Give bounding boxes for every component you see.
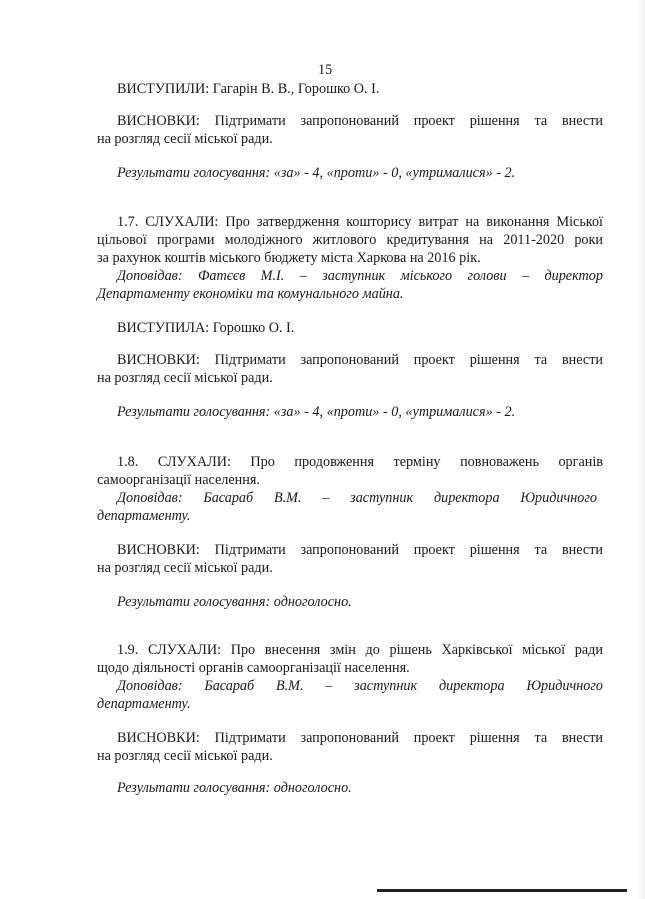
item-1-7-reporter: Доповідав: Фатєєв М.І. – заступник міського голови – директор (117, 268, 603, 284)
item-1-7-heard-cont: цільової програми молодіжного житлового кредитування на 2011-2020 роки (97, 232, 603, 248)
voting-result: Результати голосування: одноголосно. (117, 780, 352, 796)
item-1-7-heard-cont2: за рахунок коштів міського бюджету міста Харкова на 2016 рік. (97, 250, 481, 266)
conclusions-line-cont: на розгляд сесії міської ради. (97, 370, 273, 386)
item-1-7-heard: 1.7. СЛУХАЛИ: Про затвердження кошторису витрат на виконання Міської (117, 214, 603, 230)
page-number: 15 (318, 62, 333, 78)
conclusions-line: ВИСНОВКИ: Підтримати запропонований проект рішення та внести (117, 730, 603, 746)
voting-result: Результати голосування: одноголосно. (117, 594, 352, 610)
item-1-8-heard-cont: самоорганізації населення. (97, 472, 260, 488)
item-1-7-reporter-cont: Департаменту економіки та комунального майна. (97, 286, 404, 302)
voting-result: Результати голосування: «за» - 4, «проти» - 0, «утрималися» - 2. (117, 165, 516, 181)
conclusions-line: ВИСНОВКИ: Підтримати запропонований проект рішення та внести (117, 352, 603, 368)
conclusions-line-cont: на розгляд сесії міської ради. (97, 131, 273, 147)
item-1-9-reporter-cont: департаменту. (97, 696, 191, 712)
conclusions-line: ВИСНОВКИ: Підтримати запропонований проект рішення та внести (117, 113, 603, 129)
item-1-8-heard: 1.8. СЛУХАЛИ: Про продовження терміну повноважень органів (117, 454, 603, 470)
scan-edge-shadow (636, 0, 645, 899)
item-1-9-heard: 1.9. СЛУХАЛИ: Про внесення змін до рішень Харківської міської ради (117, 642, 603, 658)
item-1-8-reporter-cont: департаменту. (97, 508, 191, 524)
conclusions-line: ВИСНОВКИ: Підтримати запропонований проект рішення та внести (117, 542, 603, 558)
item-1-9-heard-cont: щодо діяльності органів самоорганізації населення. (97, 660, 410, 676)
voting-result: Результати голосування: «за» - 4, «проти» - 0, «утрималися» - 2. (117, 404, 516, 420)
item-1-8-reporter: Доповідав: Басараб В.М. – заступник директора Юридичного (117, 490, 597, 506)
item-1-9-reporter: Доповідав: Басараб В.М. – заступник директора Юридичного (117, 678, 603, 694)
speaker-line: ВИСТУПИЛА: Горошко О. І. (117, 320, 295, 336)
conclusions-line-cont: на розгляд сесії міської ради. (97, 748, 273, 764)
speakers-line: ВИСТУПИЛИ: Гагарін В. В., Горошко О. І. (117, 81, 380, 97)
scan-bottom-rule (377, 889, 627, 892)
conclusions-line-cont: на розгляд сесії міської ради. (97, 560, 273, 576)
